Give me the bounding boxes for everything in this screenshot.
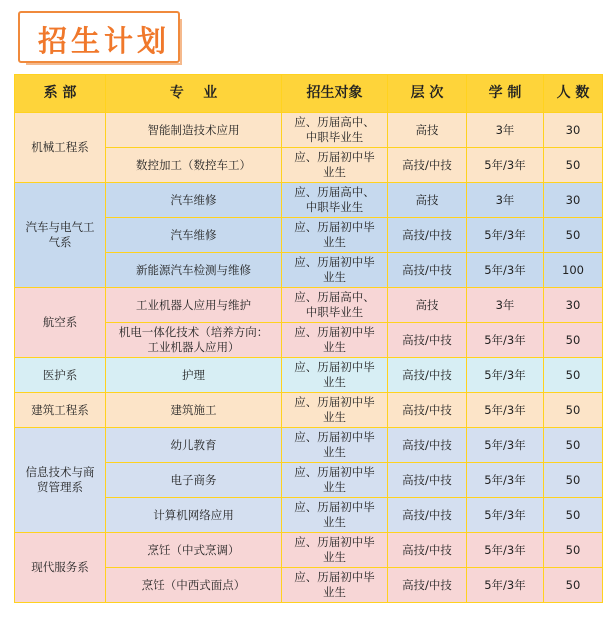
- header-count: 人 数: [544, 75, 603, 113]
- target-cell: 应、历届初中毕业生: [282, 568, 388, 603]
- table-row: [15, 428, 603, 463]
- duration-cell: 3年: [467, 113, 544, 148]
- duration-cell: 5年/3年: [467, 568, 544, 603]
- target-cell: 应、历届初中毕业生: [282, 533, 388, 568]
- level-cell: 高技: [388, 183, 467, 218]
- level-cell: 高技: [388, 288, 467, 323]
- header-target: 招生对象: [282, 75, 388, 113]
- target-cell: 应、历届初中毕业生: [282, 463, 388, 498]
- target-cell: 应、历届高中、中职毕业生: [282, 288, 388, 323]
- level-cell: 高技/中技: [388, 393, 467, 428]
- count-cell: 50: [544, 463, 603, 498]
- target-cell: 应、历届初中毕业生: [282, 358, 388, 393]
- department-cell: 航空系: [15, 288, 106, 358]
- page-title: 招生计划: [38, 24, 171, 58]
- duration-cell: 5年/3年: [467, 463, 544, 498]
- count-cell: 50: [544, 323, 603, 358]
- duration-cell: 5年/3年: [467, 358, 544, 393]
- target-cell: 应、历届初中毕业生: [282, 393, 388, 428]
- header-major: 专 业: [106, 75, 282, 113]
- count-cell: 50: [544, 533, 603, 568]
- target-cell: 应、历届初中毕业生: [282, 218, 388, 253]
- major-cell: 新能源汽车检测与维修: [106, 253, 282, 288]
- table-row: [15, 533, 603, 568]
- count-cell: 30: [544, 288, 603, 323]
- department-cell: 汽车与电气工气系: [15, 183, 106, 288]
- major-cell: 汽车维修: [106, 218, 282, 253]
- count-cell: 50: [544, 218, 603, 253]
- department-cell: 医护系: [15, 358, 106, 393]
- count-cell: 50: [544, 428, 603, 463]
- major-cell: 智能制造技术应用: [106, 113, 282, 148]
- duration-cell: 5年/3年: [467, 498, 544, 533]
- count-cell: 50: [544, 498, 603, 533]
- title-badge: [18, 11, 180, 63]
- major-cell: 计算机网络应用: [106, 498, 282, 533]
- header-row: [15, 75, 603, 113]
- target-cell: 应、历届高中、中职毕业生: [282, 183, 388, 218]
- level-cell: 高技/中技: [388, 533, 467, 568]
- department-cell: 现代服务系: [15, 533, 106, 603]
- major-cell: 机电一体化技术（培养方向：工业机器人应用）: [106, 323, 282, 358]
- header-department: 系 部: [15, 75, 106, 113]
- major-cell: 护理: [106, 358, 282, 393]
- target-cell: 应、历届初中毕业生: [282, 323, 388, 358]
- target-cell: 应、历届初中毕业生: [282, 428, 388, 463]
- table-row: [15, 183, 603, 218]
- header-duration: 学 制: [467, 75, 544, 113]
- major-cell: 汽车维修: [106, 183, 282, 218]
- level-cell: 高技/中技: [388, 568, 467, 603]
- duration-cell: 5年/3年: [467, 533, 544, 568]
- major-cell: 工业机器人应用与维护: [106, 288, 282, 323]
- major-cell: 数控加工（数控车工）: [106, 148, 282, 183]
- level-cell: 高技/中技: [388, 218, 467, 253]
- level-cell: 高技/中技: [388, 358, 467, 393]
- duration-cell: 5年/3年: [467, 393, 544, 428]
- duration-cell: 5年/3年: [467, 428, 544, 463]
- table-row: [15, 288, 603, 323]
- count-cell: 50: [544, 393, 603, 428]
- target-cell: 应、历届初中毕业生: [282, 253, 388, 288]
- major-cell: 幼儿教育: [106, 428, 282, 463]
- target-cell: 应、历届高中、中职毕业生: [282, 113, 388, 148]
- level-cell: 高技/中技: [388, 463, 467, 498]
- major-cell: 烹饪（中西式面点）: [106, 568, 282, 603]
- duration-cell: 5年/3年: [467, 253, 544, 288]
- level-cell: 高技/中技: [388, 253, 467, 288]
- level-cell: 高技/中技: [388, 148, 467, 183]
- level-cell: 高技/中技: [388, 428, 467, 463]
- level-cell: 高技: [388, 113, 467, 148]
- enrollment-table: [14, 74, 603, 603]
- level-cell: 高技/中技: [388, 323, 467, 358]
- major-cell: 建筑施工: [106, 393, 282, 428]
- duration-cell: 5年/3年: [467, 323, 544, 358]
- target-cell: 应、历届初中毕业生: [282, 498, 388, 533]
- duration-cell: 5年/3年: [467, 148, 544, 183]
- level-cell: 高技/中技: [388, 498, 467, 533]
- count-cell: 50: [544, 358, 603, 393]
- major-cell: 烹饪（中式烹调）: [106, 533, 282, 568]
- duration-cell: 5年/3年: [467, 218, 544, 253]
- duration-cell: 3年: [467, 288, 544, 323]
- count-cell: 50: [544, 148, 603, 183]
- department-cell: 机械工程系: [15, 113, 106, 183]
- department-cell: 信息技术与商贸管理系: [15, 428, 106, 533]
- target-cell: 应、历届初中毕业生: [282, 148, 388, 183]
- count-cell: 30: [544, 113, 603, 148]
- count-cell: 50: [544, 568, 603, 603]
- table-row: [15, 358, 603, 393]
- table-row: [15, 393, 603, 428]
- table-row: [15, 113, 603, 148]
- department-cell: 建筑工程系: [15, 393, 106, 428]
- count-cell: 30: [544, 183, 603, 218]
- major-cell: 电子商务: [106, 463, 282, 498]
- duration-cell: 3年: [467, 183, 544, 218]
- count-cell: 100: [544, 253, 603, 288]
- header-level: 层 次: [388, 75, 467, 113]
